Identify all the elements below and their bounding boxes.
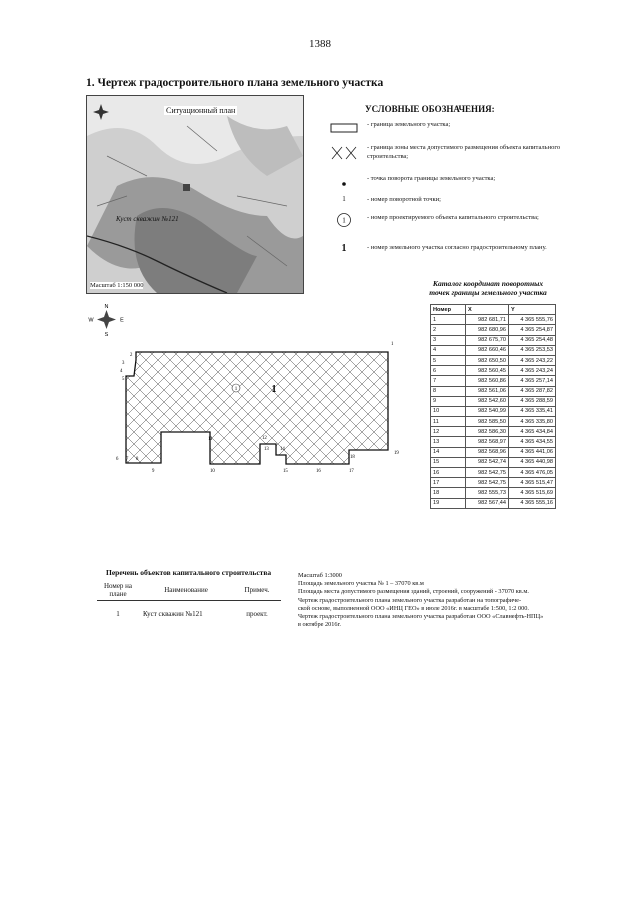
turn-point-label: 4 — [120, 369, 123, 374]
coordinate-cell-x: 982 542,74 — [466, 457, 509, 467]
legend-parcel-number-symbol: 1 — [341, 243, 347, 254]
legend-point-number-symbol: 1 — [342, 195, 346, 203]
coordinate-cell-x: 982 560,45 — [466, 366, 509, 376]
coordinate-cell-y: 4 365 335,80 — [509, 417, 556, 427]
coordinate-row — [431, 488, 556, 498]
turn-point-label: 11 — [208, 437, 213, 442]
legend-item-turn-point: - точка поворота границы земельного участка; — [367, 175, 496, 182]
coordinate-cell-number: 12 — [431, 427, 466, 437]
situation-map-site-label: Куст скважин №121 — [116, 215, 179, 223]
objects-title: Перечень объектов капитального строительства — [106, 568, 272, 577]
turn-point-label: 5 — [122, 377, 125, 382]
catalog-title-line-1: Каталог координат поворотных — [432, 279, 544, 288]
coordinate-cell-number: 19 — [431, 498, 466, 508]
situation-map — [86, 95, 304, 294]
object-marker — [232, 384, 240, 392]
objects-row — [97, 601, 281, 621]
coordinate-cell-y: 4 365 515,47 — [509, 478, 556, 488]
coordinate-cell-x: 982 586,30 — [466, 427, 509, 437]
note-author-1: Чертеж градостроительного плана земельного участка разработан ООО «Славнефть-НПЦ» — [298, 613, 544, 621]
coordinate-cell-x: 982 560,86 — [466, 376, 509, 386]
coordinate-row — [431, 366, 556, 376]
objects-cell-number: 1 — [116, 610, 120, 618]
coordinate-cell-y: 4 365 287,82 — [509, 386, 556, 396]
coordinate-cell-number: 13 — [431, 437, 466, 447]
turn-point-label: 9 — [152, 469, 155, 474]
coordinate-cell-x: 982 540,99 — [466, 406, 509, 416]
coordinate-row — [431, 376, 556, 386]
coordinate-cell-y: 4 365 254,87 — [509, 325, 556, 335]
legend-point-symbol — [330, 175, 358, 193]
drawing-notes — [298, 572, 583, 629]
legend-item-object-number: - номер проектируемого объекта капитального строительства; — [367, 214, 539, 221]
coordinate-cell-x: 982 681,71 — [466, 315, 509, 325]
coordinate-cell-number: 3 — [431, 335, 466, 345]
compass-south: S — [104, 332, 109, 338]
coordinate-cell-y: 4 365 257,14 — [509, 376, 556, 386]
turn-point-label: 12 — [262, 436, 267, 441]
coordinate-row — [431, 437, 556, 447]
coordinate-cell-y: 4 365 555,16 — [509, 498, 556, 508]
compass-north: N — [104, 304, 109, 310]
coordinate-cell-y: 4 365 555,76 — [509, 315, 556, 325]
situation-map-title: Ситуационный план — [166, 106, 236, 115]
turn-point-label: 2 — [130, 353, 133, 358]
coordinate-row — [431, 345, 556, 355]
note-parcel-area: Площадь земельного участка № 1 – 37070 кв.м — [298, 580, 424, 588]
coordinate-cell-x: 982 561,06 — [466, 386, 509, 396]
coordinate-cell-y: 4 365 335,41 — [509, 406, 556, 416]
coordinate-cell-number: 17 — [431, 478, 466, 488]
turn-point-label: 3 — [122, 361, 125, 366]
coordinate-table-body — [431, 315, 556, 509]
coordinate-cell-number: 2 — [431, 325, 466, 335]
coordinate-cell-x: 982 650,50 — [466, 355, 509, 365]
header-y: Y — [509, 305, 556, 315]
note-zone-area: Площадь места допустимого размещения зданий, строений, сооружений - 37070 кв.м. — [298, 588, 529, 596]
coordinate-cell-x: 982 542,75 — [466, 468, 509, 478]
coordinate-cell-x: 982 567,44 — [466, 498, 509, 508]
note-author-2: в октябре 2016г. — [298, 621, 341, 629]
turn-point-label: 13 — [264, 447, 269, 452]
coordinate-cell-y: 4 365 434,55 — [509, 437, 556, 447]
situation-map-scale: Масштаб 1:150 000 — [90, 282, 144, 289]
turn-point-label: 14 — [280, 447, 285, 452]
legend-item-parcel-border: - граница земельного участка; — [367, 121, 451, 128]
coordinate-cell-x: 982 680,96 — [466, 325, 509, 335]
legend-item-point-number: - номер поворотной точки; — [367, 196, 441, 203]
coordinate-cell-x: 982 660,46 — [466, 345, 509, 355]
coordinate-row — [431, 457, 556, 467]
coordinate-cell-x: 982 542,60 — [466, 396, 509, 406]
objects-cell-name: Куст скважин №121 — [143, 610, 203, 618]
coordinate-table — [430, 304, 556, 509]
coordinate-cell-x: 982 585,50 — [466, 417, 509, 427]
coordinate-cell-number: 8 — [431, 386, 466, 396]
coordinate-cell-y: 4 365 243,22 — [509, 355, 556, 365]
coordinate-cell-y: 4 365 440,98 — [509, 457, 556, 467]
compass-east: E — [120, 317, 124, 324]
turn-point-label: 17 — [349, 469, 354, 474]
map-graphic — [87, 96, 303, 293]
coordinate-cell-number: 15 — [431, 457, 466, 467]
coordinate-cell-number: 11 — [431, 417, 466, 427]
note-scale: Масштаб 1:3000 — [298, 572, 342, 579]
coordinate-cell-y: 4 365 434,84 — [509, 427, 556, 437]
coordinate-row — [431, 447, 556, 457]
page-number: 1388 — [309, 38, 331, 50]
note-topo-1: Чертеж градостроительного плана земельного участка разработан на топографиче- — [298, 596, 522, 604]
coordinate-cell-number: 6 — [431, 366, 466, 376]
legend-title: УСЛОВНЫЕ ОБОЗНАЧЕНИЯ: — [365, 104, 495, 114]
coordinate-table-header — [431, 305, 556, 315]
object-number: 1 — [234, 387, 238, 392]
legend-object-number-symbol — [330, 212, 358, 233]
legend-zone-symbol — [330, 146, 358, 165]
objects-header-name: Наименование — [139, 580, 233, 601]
coordinate-row — [431, 427, 556, 437]
coordinate-cell-number: 7 — [431, 376, 466, 386]
coordinate-cell-y: 4 365 515,69 — [509, 488, 556, 498]
parcel-number: 1 — [271, 384, 277, 395]
catalog-title — [418, 279, 558, 297]
turn-point-label: 10 — [210, 469, 215, 474]
coordinate-cell-number: 14 — [431, 447, 466, 457]
coordinate-cell-number: 1 — [431, 315, 466, 325]
header-x: X — [466, 305, 509, 315]
turn-point-label: 1 — [391, 342, 394, 347]
coordinate-row — [431, 468, 556, 478]
coordinate-cell-number: 5 — [431, 355, 466, 365]
objects-cell-note: проект. — [246, 610, 268, 618]
north-arrow — [88, 304, 124, 338]
parcel-boundary — [126, 352, 388, 464]
coordinate-cell-y: 4 365 243,24 — [509, 366, 556, 376]
coordinate-cell-y: 4 365 253,53 — [509, 345, 556, 355]
objects-header-number: Номер на плане — [97, 580, 139, 601]
coordinate-cell-y: 4 365 288,59 — [509, 396, 556, 406]
header-number: Номер — [431, 305, 466, 315]
catalog-title-line-2: точек границы земельного участка — [429, 288, 547, 297]
coordinate-row — [431, 335, 556, 345]
coordinate-cell-x: 982 542,75 — [466, 478, 509, 488]
objects-header-note: Примеч. — [233, 580, 281, 601]
legend-item-parcel-number: - номер земельного участка согласно градостроительному плану. — [367, 244, 547, 251]
coordinate-cell-number: 18 — [431, 488, 466, 498]
note-topo-2: ской основе, выполненной ООО «ИНЦ ГЕО» в июле 2016г. в масштабе 1:500, 1:2 000. — [298, 604, 530, 612]
coordinate-row — [431, 325, 556, 335]
coordinate-row — [431, 498, 556, 508]
parcel-drawing — [86, 300, 416, 500]
coordinate-cell-number: 4 — [431, 345, 466, 355]
coordinate-cell-number: 16 — [431, 468, 466, 478]
coordinate-cell-x: 982 555,73 — [466, 488, 509, 498]
coordinate-cell-y: 4 365 254,48 — [509, 335, 556, 345]
coordinate-cell-x: 982 568,97 — [466, 437, 509, 447]
turn-point-label: 16 — [316, 469, 321, 474]
legend-item-build-zone: - граница зоны места допустимого размещения объекта капитального строительства; — [367, 144, 561, 160]
coordinate-row — [431, 406, 556, 416]
legend-object-number-text: 1 — [342, 216, 346, 225]
coordinate-cell-number: 9 — [431, 396, 466, 406]
page-title: 1. Чертеж градостроительного плана земельного участка — [86, 77, 384, 89]
coordinate-cell-number: 10 — [431, 406, 466, 416]
compass-west: W — [88, 317, 94, 324]
coordinate-row — [431, 386, 556, 396]
coordinate-cell-x: 982 568,96 — [466, 447, 509, 457]
coordinate-row — [431, 417, 556, 427]
coordinate-row — [431, 396, 556, 406]
coordinate-cell-y: 4 365 476,05 — [509, 468, 556, 478]
coordinate-cell-y: 4 365 441,06 — [509, 447, 556, 457]
turn-point-label: 15 — [283, 469, 288, 474]
turn-point-label: 18 — [350, 455, 355, 460]
coordinate-row — [431, 478, 556, 488]
turn-point-label: 8 — [136, 457, 139, 462]
objects-table-header — [97, 580, 281, 601]
legend-parcel-border-symbol — [330, 120, 358, 138]
turn-point-label: 19 — [394, 451, 399, 456]
turn-point-label: 6 — [116, 457, 119, 462]
coordinate-row — [431, 315, 556, 325]
coordinate-row — [431, 355, 556, 365]
objects-table — [97, 580, 281, 620]
coordinate-cell-x: 982 675,70 — [466, 335, 509, 345]
turn-point-label: 7 — [126, 457, 129, 462]
